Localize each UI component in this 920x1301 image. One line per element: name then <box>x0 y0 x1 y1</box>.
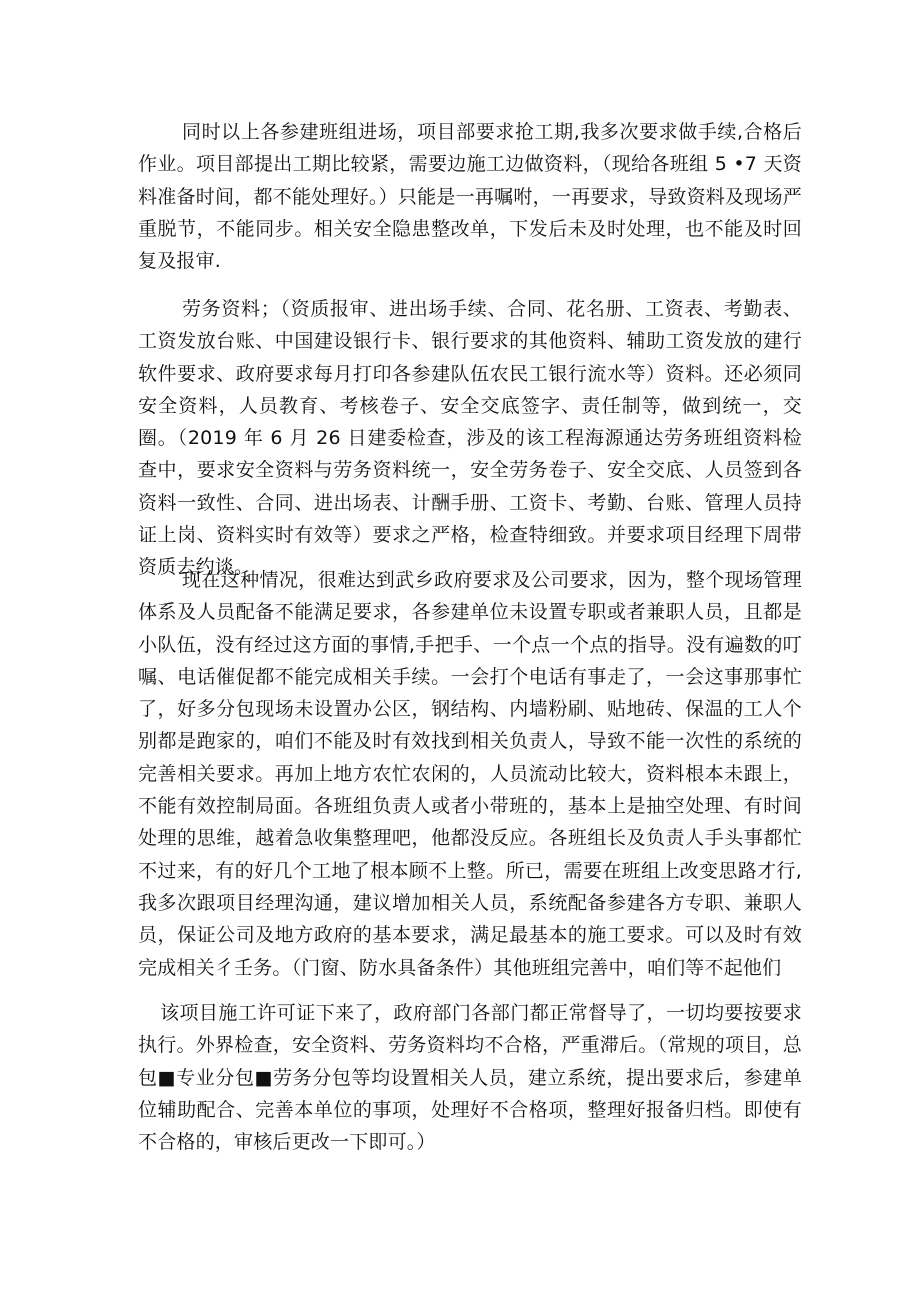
paragraph-4: 该项目施工许可证下来了，政府部门各部门都正常督导了，一切均要按要求执行。外界检查，安全资料、劳务资料均不合格，严重滞后。（常规的项目，总包■专业分包■劳务分包等均设置相关人员，建立系统，提出要求后，参建单位辅助配合、完善本单位的事项，处理好不合格项，整理好报备归档。即使有不合格的，审核后更改一下即可。） <box>138 1002 802 1154</box>
paragraph-2: 劳务资料；（资质报审、进出场手续、合同、花名册、工资表、考勤表、工资发放台账、中国建设银行卡、银行要求的其他资料、辅助工资发放的建行软件要求、政府要求每月打印各参建队伍农民工银行流水等）资料。还必须同安全资料，人员教育、考核卷子、安全交底签字、责任制等，做到统一，交圈。（2019 年 6 月 26 日建委检查，涉及的该工程海源通达劳务班组资料检查中，要求安全资料与劳务资料统一，安全劳务卷子、安全交底、人员签到各资料一致性、合同、进出场表、计酬手册、工资卡、考勤、台账、管理人员持证上岗、资料实时有效等）要求之严格，检查特细致。并要求项目经理下周带资质去约谈。 <box>138 298 802 579</box>
paragraph-1: 同时以上各参建班组进场，项目部要求抢工期,我多次要求做手续,合格后作业。项目部提出工期比较紧，需要边施工边做资料，（现给各班组 5 •7 天资料准备时间，都不能处理好。）只能是一再嘱咐，一再要求，导致资料及现场严重脱节，不能同步。相关安全隐患整改单，下发后未及时处理，也不能及时回复及报审. <box>138 121 802 273</box>
paragraph-3: 现在这种情况，很难达到武乡政府要求及公司要求，因为，整个现场管理体系及人员配备不能满足要求，各参建单位未设置专职或者兼职人员，且都是小队伍，没有经过这方面的事情,手把手、一个点一个点的指导。没有遍数的叮嘱、电话催促都不能完成相关手续。一会打个电话有事走了，一会这事那事忙了，好多分包现场未设置办公区，钢结构、内墙粉刷、贴地砖、保温的工人个别都是跑家的，咱们不能及时有效找到相关负责人，导致不能一次性的系统的完善相关要求。再加上地方农忙农闲的，人员流动比较大，资料根本未跟上，不能有效控制局面。各班组负责人或者小带班的，基本上是抽空处理、有时间处理的思维，越着急收集整理吧，他都没反应。各班组长及负责人手头事都忙不过来，有的好几个工地了根本顾不上整。所已，需要在班组上改变思路才行,我多次跟项目经理沟通，建议增加相关人员，系统配备参建各方专职、兼职人员，保证公司及地方政府的基本要求，满足最基本的施工要求。可以及时有效完成相关彳壬务。（门窗、防水具备条件）其他班组完善中，咱们等不起他们 <box>138 569 802 979</box>
